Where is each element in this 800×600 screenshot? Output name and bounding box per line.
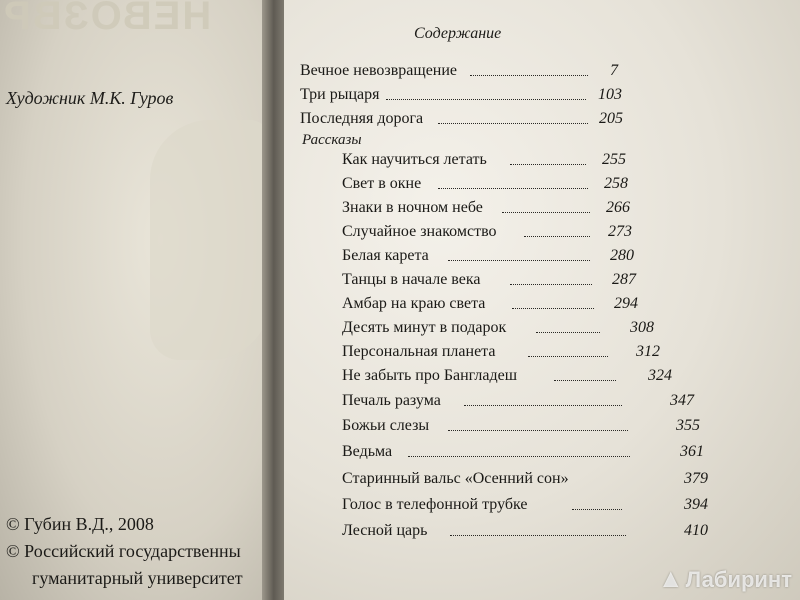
toc-entry-page: 266 bbox=[606, 199, 630, 216]
toc-leader-dots bbox=[448, 428, 628, 431]
toc-leader-dots bbox=[438, 121, 588, 124]
toc-entry bbox=[342, 490, 708, 514]
toc-entry-page: 103 bbox=[598, 86, 622, 103]
toc-entry-label: Не забыть про Бангладеш bbox=[342, 367, 518, 384]
toc-entry-page: 294 bbox=[614, 295, 638, 312]
toc-entry-label: Божьи слезы bbox=[342, 417, 430, 434]
toc-entry-label: Танцы в начале века bbox=[342, 271, 481, 288]
toc-leader-dots bbox=[464, 403, 622, 406]
copyright-publisher: © Российский государственны bbox=[6, 541, 241, 561]
toc-entry bbox=[342, 217, 632, 241]
toc-entry-label: Последняя дорога bbox=[300, 110, 424, 127]
toc-entry bbox=[342, 437, 704, 461]
toc-entry-label: Голос в телефонной трубке bbox=[342, 496, 528, 513]
toc-entry bbox=[342, 516, 708, 540]
toc-entry bbox=[342, 313, 654, 337]
toc-entry bbox=[342, 361, 672, 385]
toc-entry-page: 379 bbox=[684, 470, 708, 487]
toc-entry-label: Случайное знакомство bbox=[342, 223, 497, 240]
toc-entry bbox=[342, 193, 630, 217]
toc-leader-dots bbox=[450, 533, 626, 536]
toc-entry-page: 410 bbox=[684, 522, 708, 539]
bleed-through-illustration bbox=[150, 120, 268, 360]
toc-leader-dots bbox=[386, 97, 586, 100]
toc-leader-dots bbox=[528, 354, 608, 357]
toc-leader-dots bbox=[408, 454, 630, 457]
toc-entry-page: 255 bbox=[602, 151, 626, 168]
toc-entry-page: 273 bbox=[608, 223, 632, 240]
toc-entry bbox=[300, 104, 623, 128]
toc-title: Содержание bbox=[414, 25, 502, 42]
toc-leader-dots bbox=[512, 306, 594, 309]
toc-entry-page: 355 bbox=[676, 417, 700, 434]
toc-entry-label: Амбар на краю света bbox=[342, 295, 486, 312]
toc-entry-label: Свет в окне bbox=[342, 175, 422, 192]
toc-entry bbox=[300, 56, 618, 80]
copyright-publisher-cont: гуманитарный университет bbox=[32, 568, 243, 588]
toc-leader-dots bbox=[554, 378, 616, 381]
toc-entry bbox=[342, 265, 636, 289]
toc-entry-page: 324 bbox=[648, 367, 672, 384]
toc-entry bbox=[342, 464, 708, 488]
toc-entry-page: 280 bbox=[610, 247, 634, 264]
toc-entry-label: Персональная планета bbox=[342, 343, 496, 360]
copyright-author: © Губин В.Д., 2008 bbox=[6, 514, 154, 534]
bleed-through-title: НЕВОЗВР bbox=[2, 0, 212, 38]
toc-entry-page: 205 bbox=[599, 110, 623, 127]
toc-entry bbox=[342, 169, 628, 193]
section-title: Рассказы bbox=[302, 132, 362, 148]
toc-entry-label: Белая карета bbox=[342, 247, 429, 264]
toc-leader-dots bbox=[524, 234, 590, 237]
toc-entry-label: Знаки в ночном небе bbox=[342, 199, 483, 216]
toc-entry-page: 258 bbox=[604, 175, 628, 192]
watermark-text: Лабиринт bbox=[685, 567, 792, 592]
toc-leader-dots bbox=[470, 73, 588, 76]
toc-leader-dots bbox=[448, 258, 590, 261]
toc-entry bbox=[342, 289, 638, 313]
toc-entry-label: Ведьма bbox=[342, 443, 393, 460]
toc-entry bbox=[300, 80, 622, 104]
labyrinth-logo-icon: ▲ bbox=[657, 563, 684, 593]
toc-leader-dots bbox=[536, 330, 600, 333]
illustrator-credit: Художник М.К. Гуров bbox=[6, 88, 174, 108]
toc-entry-page: 7 bbox=[610, 62, 618, 79]
toc-entry-label: Три рыцаря bbox=[300, 86, 380, 103]
toc-entry-label: Старинный вальс «Осенний сон» bbox=[342, 470, 569, 487]
toc-leader-dots bbox=[510, 282, 592, 285]
toc-entry bbox=[342, 386, 694, 410]
watermark-logo bbox=[658, 563, 792, 594]
toc-entry-page: 394 bbox=[684, 496, 708, 513]
toc-entry-page: 361 bbox=[680, 443, 704, 460]
right-page bbox=[284, 0, 800, 600]
toc-entry bbox=[342, 411, 700, 435]
left-page bbox=[0, 0, 268, 600]
toc-entry bbox=[342, 145, 626, 169]
toc-leader-dots bbox=[510, 162, 586, 165]
toc-entry-label: Вечное невозвращение bbox=[300, 62, 458, 79]
toc-entry-label: Как научиться летать bbox=[342, 151, 487, 168]
toc-leader-dots bbox=[572, 507, 622, 510]
toc-entry-page: 347 bbox=[670, 392, 694, 409]
toc-entry-page: 308 bbox=[630, 319, 654, 336]
toc-entry-label: Лесной царь bbox=[342, 522, 428, 539]
toc-entry-page: 287 bbox=[612, 271, 636, 288]
toc-entry bbox=[342, 337, 660, 361]
toc-entry-label: Десять минут в подарок bbox=[342, 319, 507, 336]
toc-leader-dots bbox=[438, 186, 588, 189]
toc-leader-dots bbox=[502, 210, 590, 213]
toc-entry-page: 312 bbox=[636, 343, 660, 360]
toc-entry bbox=[342, 241, 634, 265]
toc-entry-label: Печаль разума bbox=[342, 392, 441, 409]
